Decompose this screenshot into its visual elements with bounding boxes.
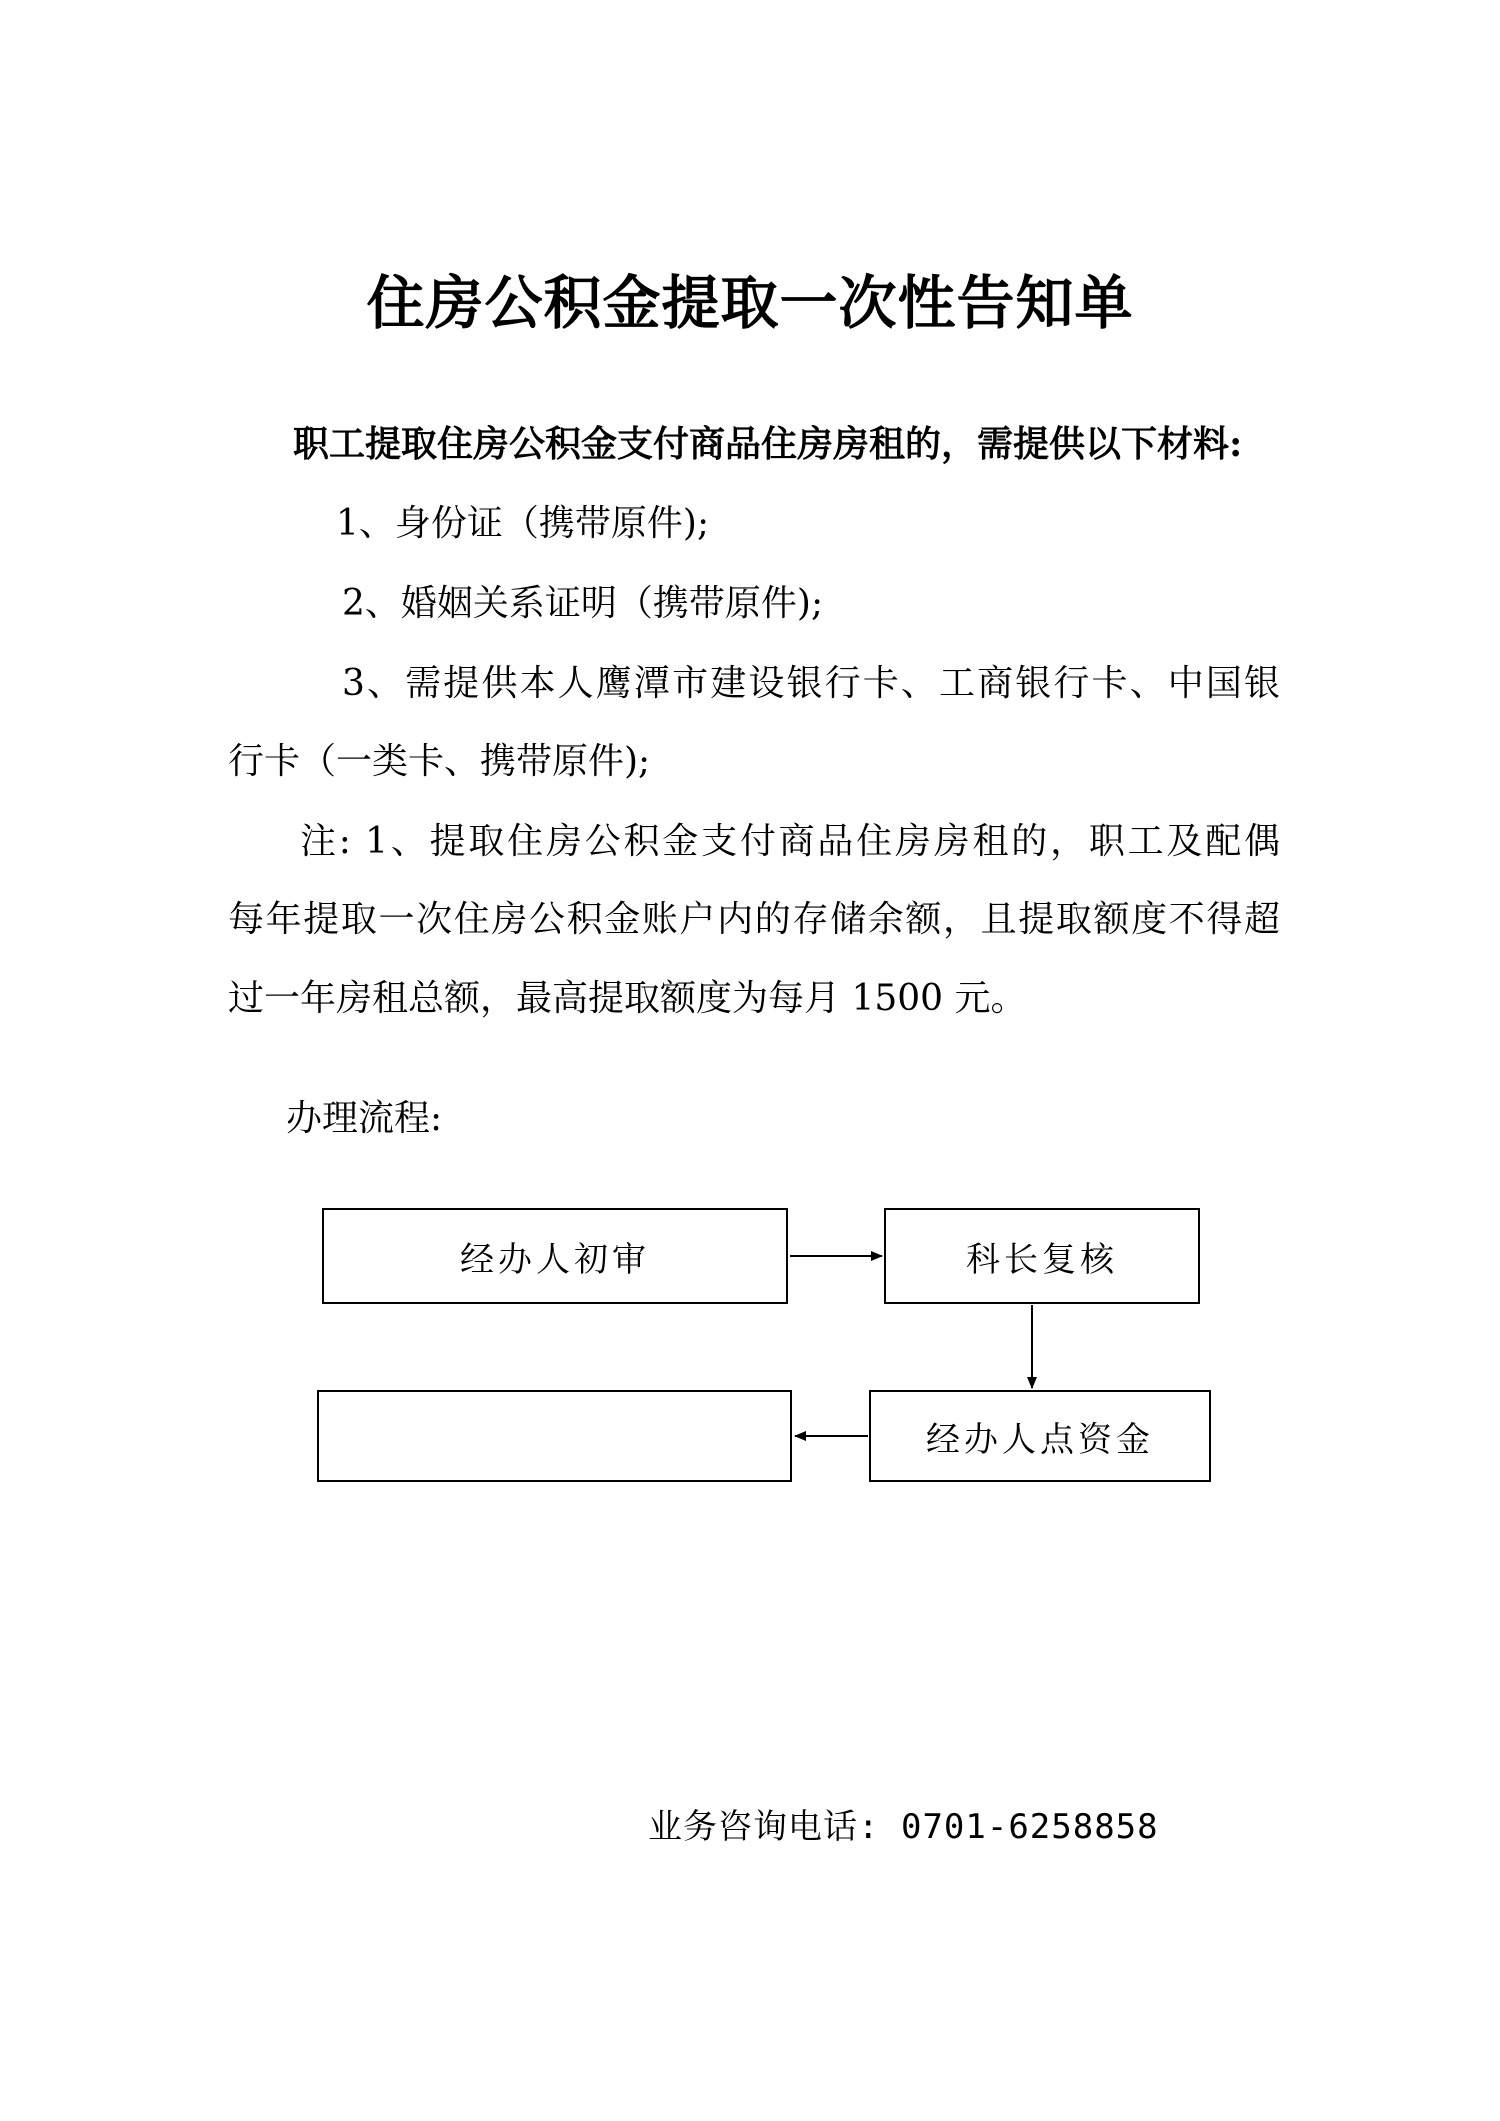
consult-phone: [648, 1804, 1159, 1850]
flow-step-initial-review-label: 经办人初审: [460, 1239, 650, 1280]
note-line-1: 注: 1、提取住房公积金支付商品住房房租的，职工及配偶: [300, 821, 1280, 862]
page-title: 住房公积金提取一次性告知单: [366, 269, 1134, 337]
flow-step-section-chief-review-label: 科长复核: [966, 1239, 1118, 1280]
material-item-3-continued: 行卡（一类卡、携带原件);: [228, 741, 651, 782]
process-label: 办理流程:: [286, 1098, 443, 1139]
note-line-3: 过一年房租总额，最高提取额度为每月 1500 元。: [228, 978, 1027, 1019]
material-item-3: 3、需提供本人鹰潭市建设银行卡、工商银行卡、中国银: [342, 663, 1280, 704]
note-line-2: 每年提取一次住房公积金账户内的存储余额，且提取额度不得超: [228, 899, 1280, 940]
flow-step-fund-check-label: 经办人点资金: [926, 1419, 1154, 1460]
consult-phone-label: 业务咨询电话:: [648, 1807, 880, 1847]
intro-text: 职工提取住房公积金支付商品住房房租的，需提供以下材料:: [293, 423, 1243, 465]
material-item-2: 2、婚姻关系证明（携带原件);: [342, 583, 824, 624]
material-item-1: 1、身份证（携带原件);: [336, 503, 710, 544]
consult-phone-number: 0701-6258858: [900, 1807, 1159, 1847]
